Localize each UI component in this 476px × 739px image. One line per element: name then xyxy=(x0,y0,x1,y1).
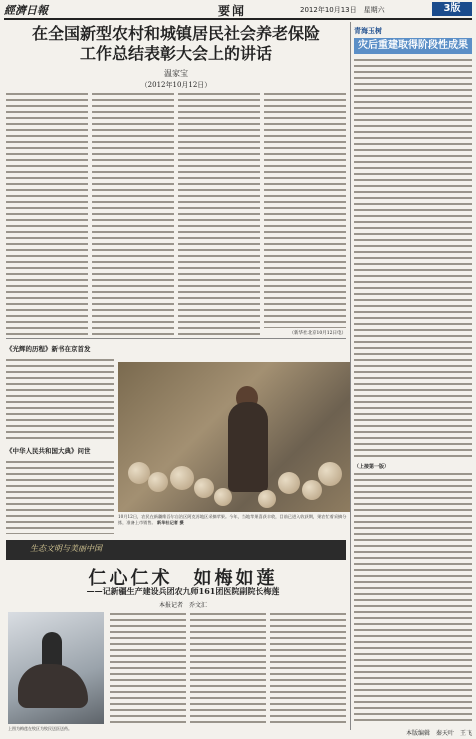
feature-body-col-3 xyxy=(270,612,346,724)
lead-title-line-1: 在全国新型农村和城镇居民社会养老保险 xyxy=(31,24,320,43)
lead-end-note: （新华社北京10月12日电） xyxy=(289,331,346,336)
apple xyxy=(318,462,342,486)
divider-vertical xyxy=(350,22,351,730)
apple xyxy=(128,462,150,484)
apple xyxy=(258,490,276,508)
sidebar-kicker: 青海玉树 xyxy=(354,26,382,35)
lead-title-line-2: 工作总结表彰大会上的讲话 xyxy=(79,44,272,63)
sidebar-body-2 xyxy=(354,472,472,724)
paper-name: 經濟日報 xyxy=(4,4,48,17)
feature-photo xyxy=(8,612,104,724)
news-item-1-title: 《光辉的历程》新书在京首发 xyxy=(6,345,91,353)
photo-horse xyxy=(18,664,88,708)
apple xyxy=(170,466,194,490)
lead-date: （2012年10月12日） xyxy=(140,81,212,89)
news-item-1-body xyxy=(6,358,114,442)
sidebar-title: 灾后重建取得阶段性成果 xyxy=(354,38,472,54)
feature-body-col-2 xyxy=(190,612,266,724)
section-label: 要闻 xyxy=(218,4,247,18)
feature-title: 仁心仁术 如梅如莲 xyxy=(88,568,278,589)
feature-body-col-1 xyxy=(110,612,186,724)
issue-date: 2012年10月13日 星期六 xyxy=(300,6,385,14)
news-item-2-title: 《中华人民共和国大典》问世 xyxy=(6,447,91,455)
sidebar-body-1 xyxy=(354,58,472,458)
apple xyxy=(214,488,232,506)
feature-photo-caption: 上图为梅莲在牧区为牧民送医送药。 xyxy=(8,726,72,731)
photo-person xyxy=(228,402,268,492)
apple xyxy=(194,478,214,498)
apple xyxy=(302,480,322,500)
feature-banner-label: 生态文明与美丽中国 xyxy=(30,544,102,553)
feature-byline: 本报记者 乔文汇 xyxy=(158,602,207,609)
lead-body-col-1 xyxy=(6,92,88,336)
sidebar-continued-label: （上接第一版） xyxy=(354,464,390,470)
apple xyxy=(278,472,300,494)
harvest-photo xyxy=(118,362,350,512)
photo-credit: 新华社记者 摄 xyxy=(157,520,184,525)
page-editor-credit: 本版编辑 秦天叶 王飞 xyxy=(405,730,472,737)
lead-body-col-4 xyxy=(264,92,346,328)
lead-article-title xyxy=(6,24,346,64)
feature-subtitle: ——记新疆生产建设兵团农九师161团医院副院长梅莲 xyxy=(86,586,280,596)
lead-body-col-3 xyxy=(178,92,260,336)
photo-caption xyxy=(118,514,350,526)
news-item-2-body xyxy=(6,460,114,534)
page-number-badge: 3版 xyxy=(432,2,472,16)
lead-author: 温家宝 xyxy=(164,69,188,78)
divider-horizontal xyxy=(6,338,346,339)
lead-body-col-2 xyxy=(92,92,174,336)
apple xyxy=(148,472,168,492)
photo-caption-text: 10月12日，农民在新疆维吾尔自治区阿克苏地区采摘苹果。今年，当地苹果喜获丰收，目前已进入收获期，果农忙着采摘分拣，准备上市销售。 xyxy=(118,514,347,525)
